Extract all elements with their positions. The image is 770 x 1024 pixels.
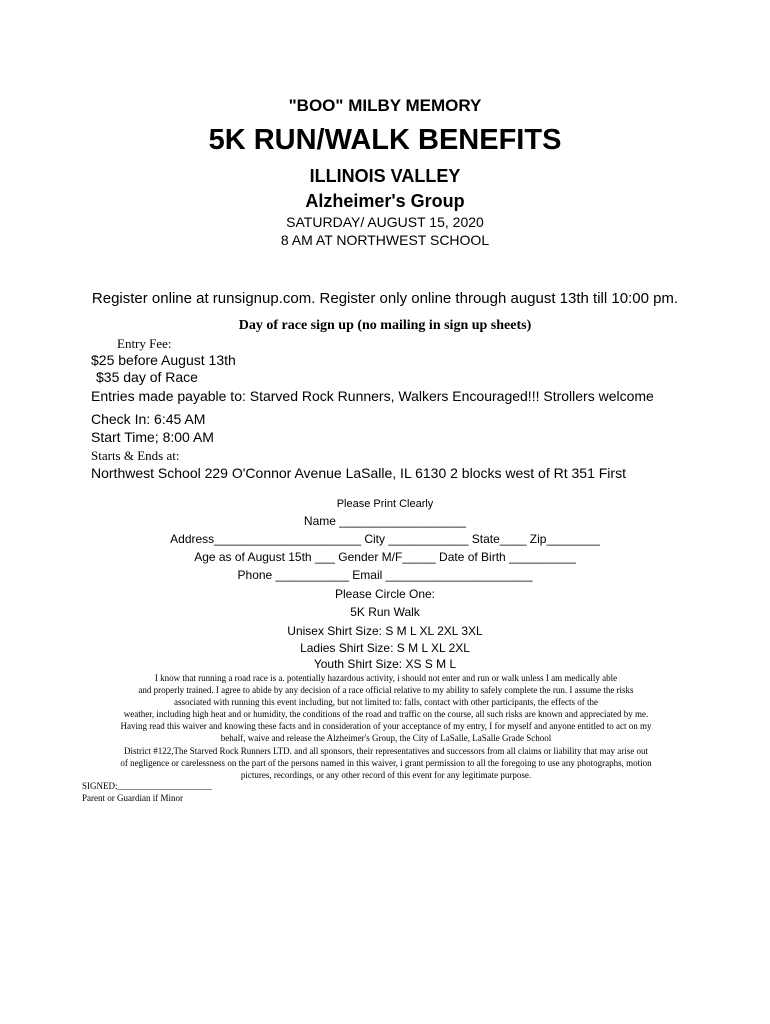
waiver-line: of negligence or carelessness on the part of the persons named in this waiver, i grant permission to all the foregoing to use any photographs, motion <box>120 757 652 768</box>
waiver-line: Having read this waiver and knowing these facts and in consideration of your acceptance of my entry, I for myself and anyone entitled to act on my <box>120 721 652 732</box>
waiver-line: pictures, recordings, or any other record of this event for any legitimate purpose. <box>240 769 532 780</box>
location-address: Northwest School 229 O'Connor Avenue LaSalle, IL 6130 2 blocks west of Rt 351 First <box>91 465 626 481</box>
name-field-line: Name ___________________ <box>303 514 467 528</box>
phone-email-line: Phone ___________ Email ______________________ <box>237 568 533 582</box>
race-type-options: 5K Run Walk <box>350 605 420 619</box>
signature-line: SIGNED:_____________________ <box>82 781 212 791</box>
print-clearly-label: Please Print Clearly <box>336 498 434 510</box>
start-time: Start Time; 8:00 AM <box>91 429 214 445</box>
waiver-line: associated with running this event including, but not limited to: falls, contact with other participants, the effects of the <box>174 697 598 708</box>
day-of-race-text: Day of race sign up (no mailing in sign up sheets) <box>238 318 532 333</box>
guardian-label: Parent or Guardian if Minor <box>82 793 183 803</box>
unisex-shirt-sizes: Unisex Shirt Size: S M L XL 2XL 3XL <box>287 624 483 638</box>
check-in-time: Check In: 6:45 AM <box>91 411 206 427</box>
event-time-place: 8 AM AT NORTHWEST SCHOOL <box>280 232 490 248</box>
waiver-line: behalf, waive and release the Alzheimer's Group, the City of LaSalle, LaSalle Grade School <box>220 733 552 744</box>
event-date: SATURDAY/ AUGUST 15, 2020 <box>286 214 484 230</box>
youth-shirt-sizes: Youth Shirt Size: XS S M L <box>313 657 457 671</box>
circle-one-label: Please Circle One: <box>334 587 436 601</box>
event-memorial-title: "BOO" MILBY MEMORY <box>288 96 482 115</box>
waiver-text <box>80 672 692 781</box>
waiver-line: and properly trained. I agree to abide by any decision of a race official relative to my ability to safely complete the run. I assume the risks <box>138 685 634 696</box>
fee-day-of: $35 day of Race <box>96 369 198 385</box>
beneficiary-region: ILLINOIS VALLEY <box>309 166 461 186</box>
register-online-text: Register online at runsignup.com. Register only online through august 13th till 10:00 pm. <box>91 290 679 307</box>
ladies-shirt-sizes: Ladies Shirt Size: S M L XL 2XL <box>300 641 470 655</box>
age-gender-dob-line: Age as of August 15th ___ Gender M/F_____ Date of Birth __________ <box>194 550 576 564</box>
waiver-line: weather, including high heat and or humidity, the conditions of the road and traffic on the course, all such risks are known and appreciated by me. <box>123 709 649 720</box>
beneficiary-name: Alzheimer's Group <box>305 191 465 211</box>
fee-early: $25 before August 13th <box>91 352 236 368</box>
entry-fee-label: Entry Fee: <box>117 336 172 351</box>
payable-text: Entries made payable to: Starved Rock Runners, Walkers Encouraged!!! Strollers welcome <box>91 388 654 404</box>
waiver-line: I know that running a road race is a. potentially hazardous activity, i should not enter and run or walk unless I am medically able <box>154 673 618 683</box>
address-field-line: Address______________________ City ____________ State____ Zip________ <box>170 532 600 546</box>
starts-ends-label: Starts & Ends at: <box>91 448 180 463</box>
event-main-title: 5K RUN/WALK BENEFITS <box>208 124 562 156</box>
waiver-line: District #122,The Starved Rock Runners LTD. and all sponsors, their representatives and successors from all claims or liability that may arise out <box>123 745 649 756</box>
